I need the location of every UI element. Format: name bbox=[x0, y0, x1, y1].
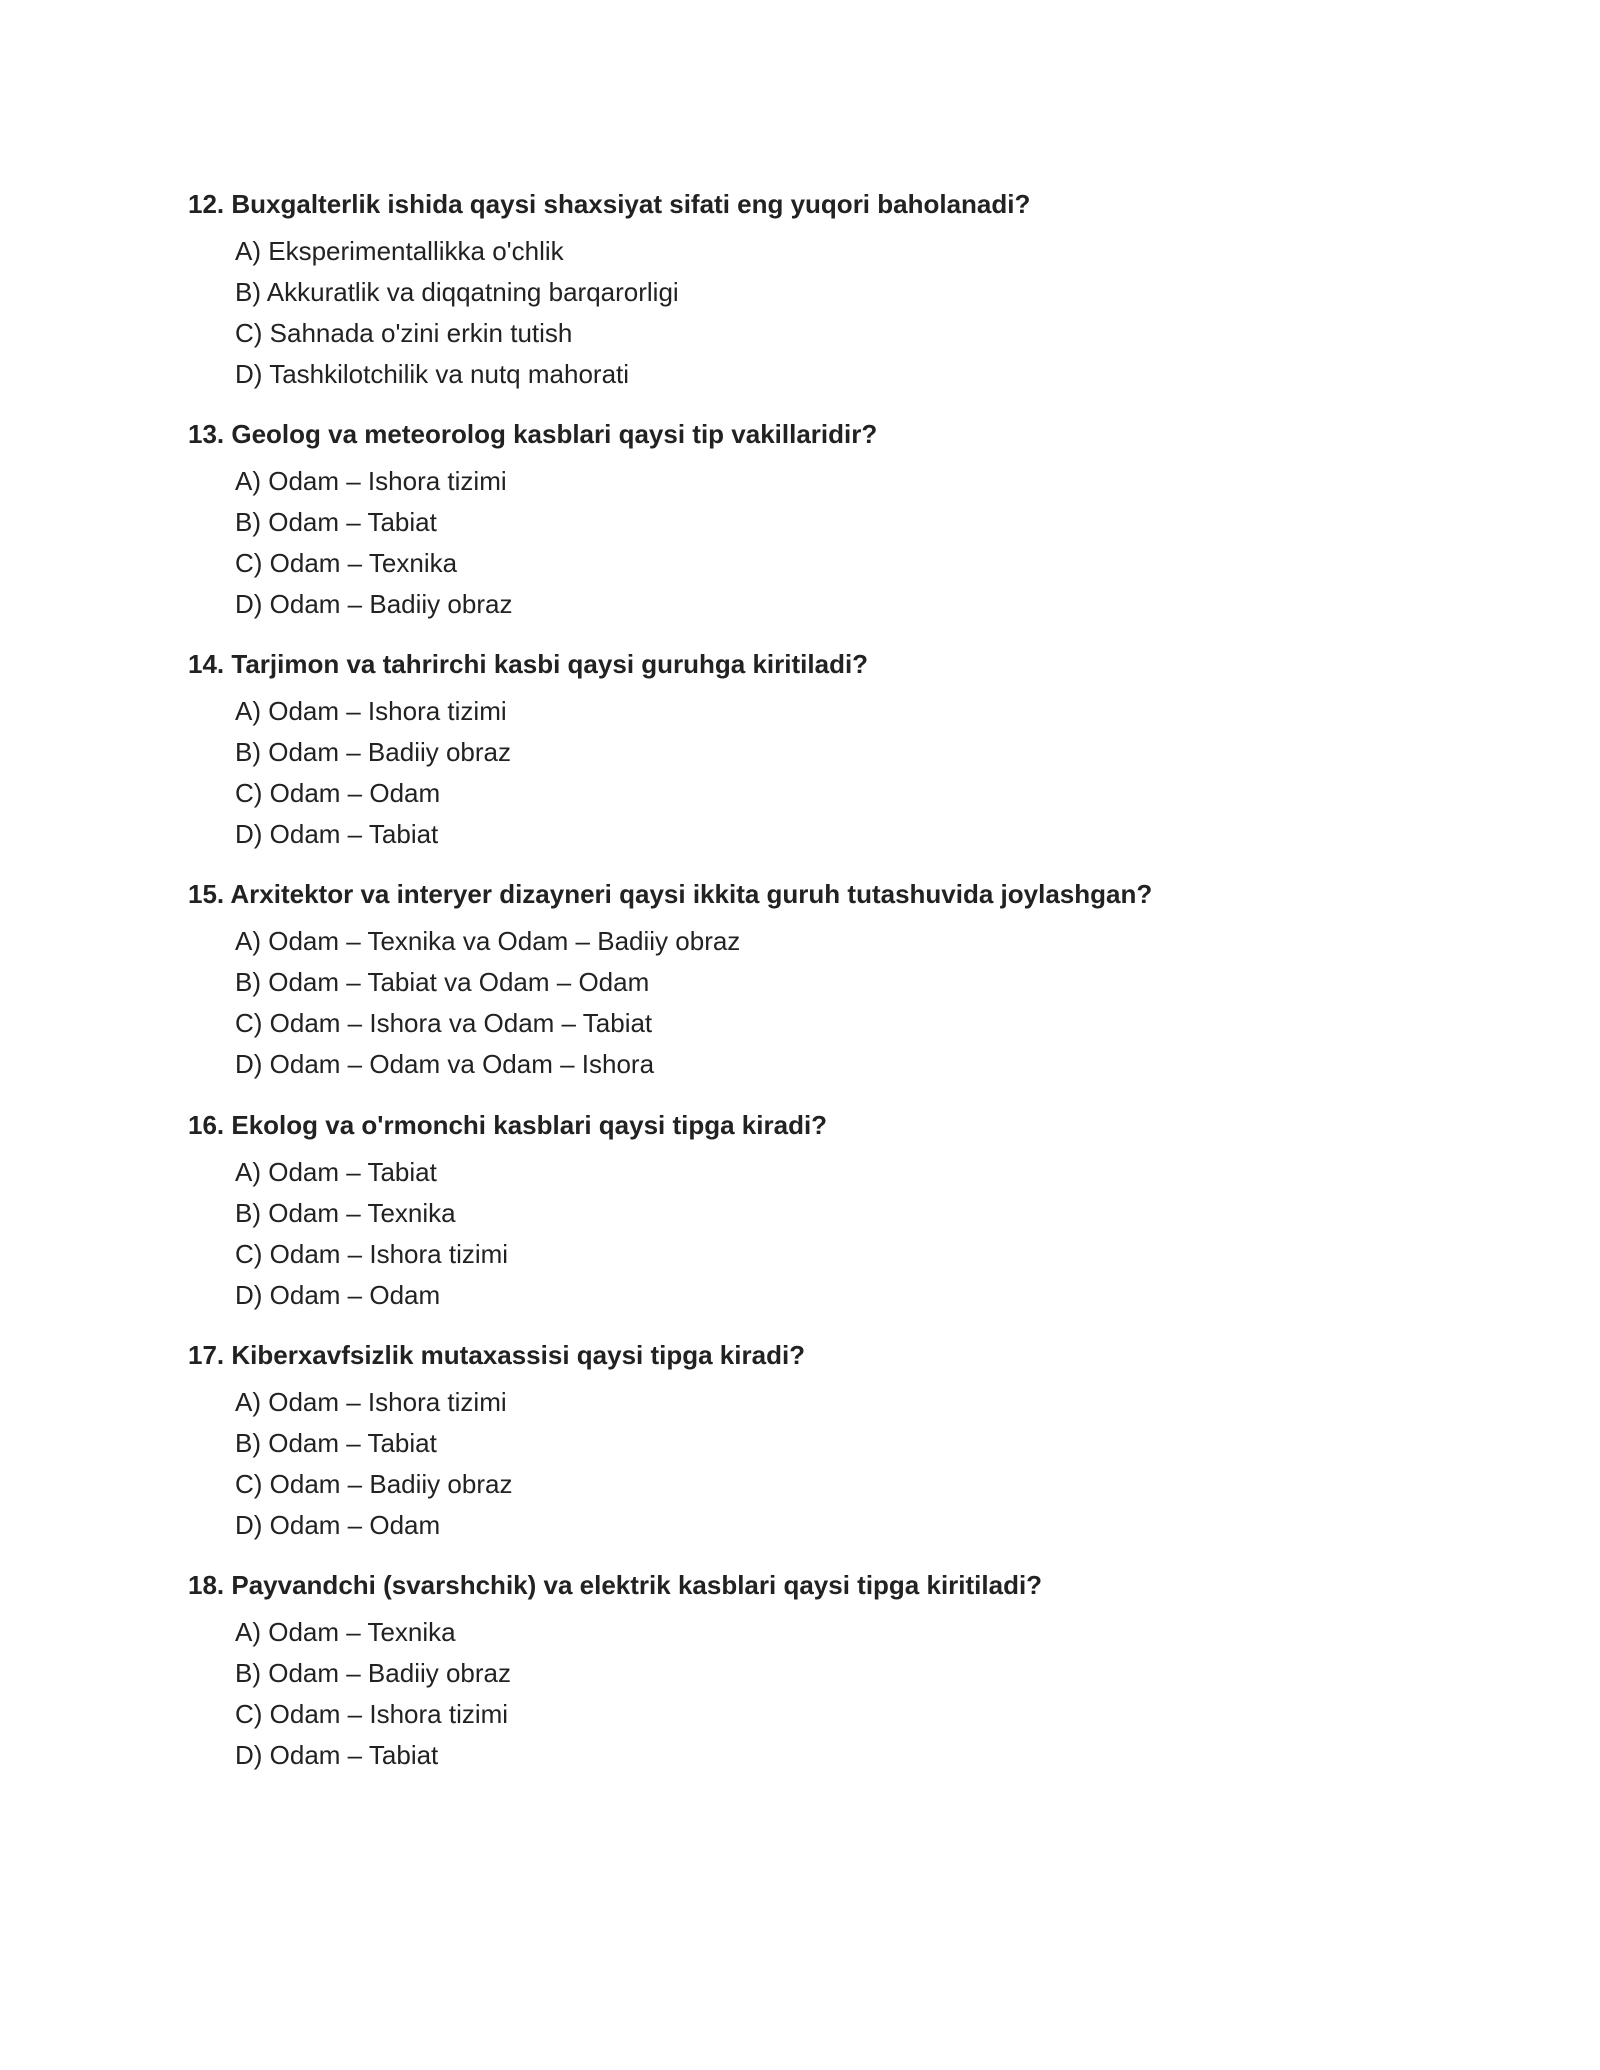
question-18 bbox=[188, 1569, 1488, 1780]
question-title: 15. Arxitektor va interyer dizayneri qaysi ikkita guruh tutashuvida joylashgan? bbox=[188, 879, 1153, 909]
option-b: B) Odam – Tabiat bbox=[235, 507, 437, 537]
option-c: C) Odam – Ishora tizimi bbox=[235, 1699, 509, 1729]
option-b: B) Odam – Texnika bbox=[235, 1198, 456, 1228]
option-b: B) Odam – Tabiat va Odam – Odam bbox=[235, 967, 650, 997]
answer-options bbox=[235, 695, 1488, 859]
option-a: A) Odam – Tabiat bbox=[235, 1157, 437, 1187]
option-d: D) Odam – Odam bbox=[235, 1280, 441, 1310]
question-17 bbox=[188, 1339, 1488, 1550]
option-c: C) Odam – Texnika bbox=[235, 548, 458, 578]
option-d: D) Odam – Odam va Odam – Ishora bbox=[235, 1049, 655, 1079]
question-12 bbox=[188, 188, 1488, 399]
option-a: A) Eksperimentallikka o'chlik bbox=[235, 236, 564, 266]
answer-options bbox=[235, 1156, 1488, 1320]
option-d: D) Odam – Tabiat bbox=[235, 819, 439, 849]
question-title: 17. Kiberxavfsizlik mutaxassisi qaysi tipga kiradi? bbox=[188, 1340, 806, 1370]
answer-options bbox=[235, 1616, 1488, 1780]
answer-options bbox=[235, 235, 1488, 399]
option-a: A) Odam – Ishora tizimi bbox=[235, 466, 507, 496]
option-c: C) Sahnada o'zini erkin tutish bbox=[235, 318, 573, 348]
question-title: 18. Payvandchi (svarshchik) va elektrik kasblari qaysi tipga kiritiladi? bbox=[188, 1570, 1043, 1600]
option-a: A) Odam – Texnika bbox=[235, 1617, 456, 1647]
option-b: B) Odam – Tabiat bbox=[235, 1428, 437, 1458]
option-b: B) Akkuratlik va diqqatning barqarorligi bbox=[235, 277, 679, 307]
option-b: B) Odam – Badiiy obraz bbox=[235, 1658, 512, 1688]
question-title: 12. Buxgalterlik ishida qaysi shaxsiyat sifati eng yuqori baholanadi? bbox=[188, 189, 1031, 219]
option-d: D) Tashkilotchilik va nutq mahorati bbox=[235, 359, 630, 389]
question-15 bbox=[188, 878, 1488, 1089]
option-d: D) Odam – Tabiat bbox=[235, 1740, 439, 1770]
option-d: D) Odam – Odam bbox=[235, 1510, 441, 1540]
option-d: D) Odam – Badiiy obraz bbox=[235, 589, 513, 619]
answer-options bbox=[235, 1386, 1488, 1550]
question-title: 14. Tarjimon va tahrirchi kasbi qaysi guruhga kiritiladi? bbox=[188, 649, 869, 679]
option-a: A) Odam – Ishora tizimi bbox=[235, 1387, 507, 1417]
option-c: C) Odam – Ishora tizimi bbox=[235, 1239, 509, 1269]
question-14 bbox=[188, 648, 1488, 859]
question-title: 16. Ekolog va o'rmonchi kasblari qaysi tipga kiradi? bbox=[188, 1110, 828, 1140]
question-title: 13. Geolog va meteorolog kasblari qaysi tip vakillaridir? bbox=[188, 419, 878, 449]
option-a: A) Odam – Ishora tizimi bbox=[235, 696, 507, 726]
option-b: B) Odam – Badiiy obraz bbox=[235, 737, 512, 767]
answer-options bbox=[235, 465, 1488, 629]
answer-options bbox=[235, 925, 1488, 1089]
option-a: A) Odam – Texnika va Odam – Badiiy obraz bbox=[235, 926, 741, 956]
option-c: C) Odam – Badiiy obraz bbox=[235, 1469, 513, 1499]
question-13 bbox=[188, 418, 1488, 629]
option-c: C) Odam – Ishora va Odam – Tabiat bbox=[235, 1008, 653, 1038]
question-16 bbox=[188, 1109, 1488, 1320]
option-c: C) Odam – Odam bbox=[235, 778, 441, 808]
